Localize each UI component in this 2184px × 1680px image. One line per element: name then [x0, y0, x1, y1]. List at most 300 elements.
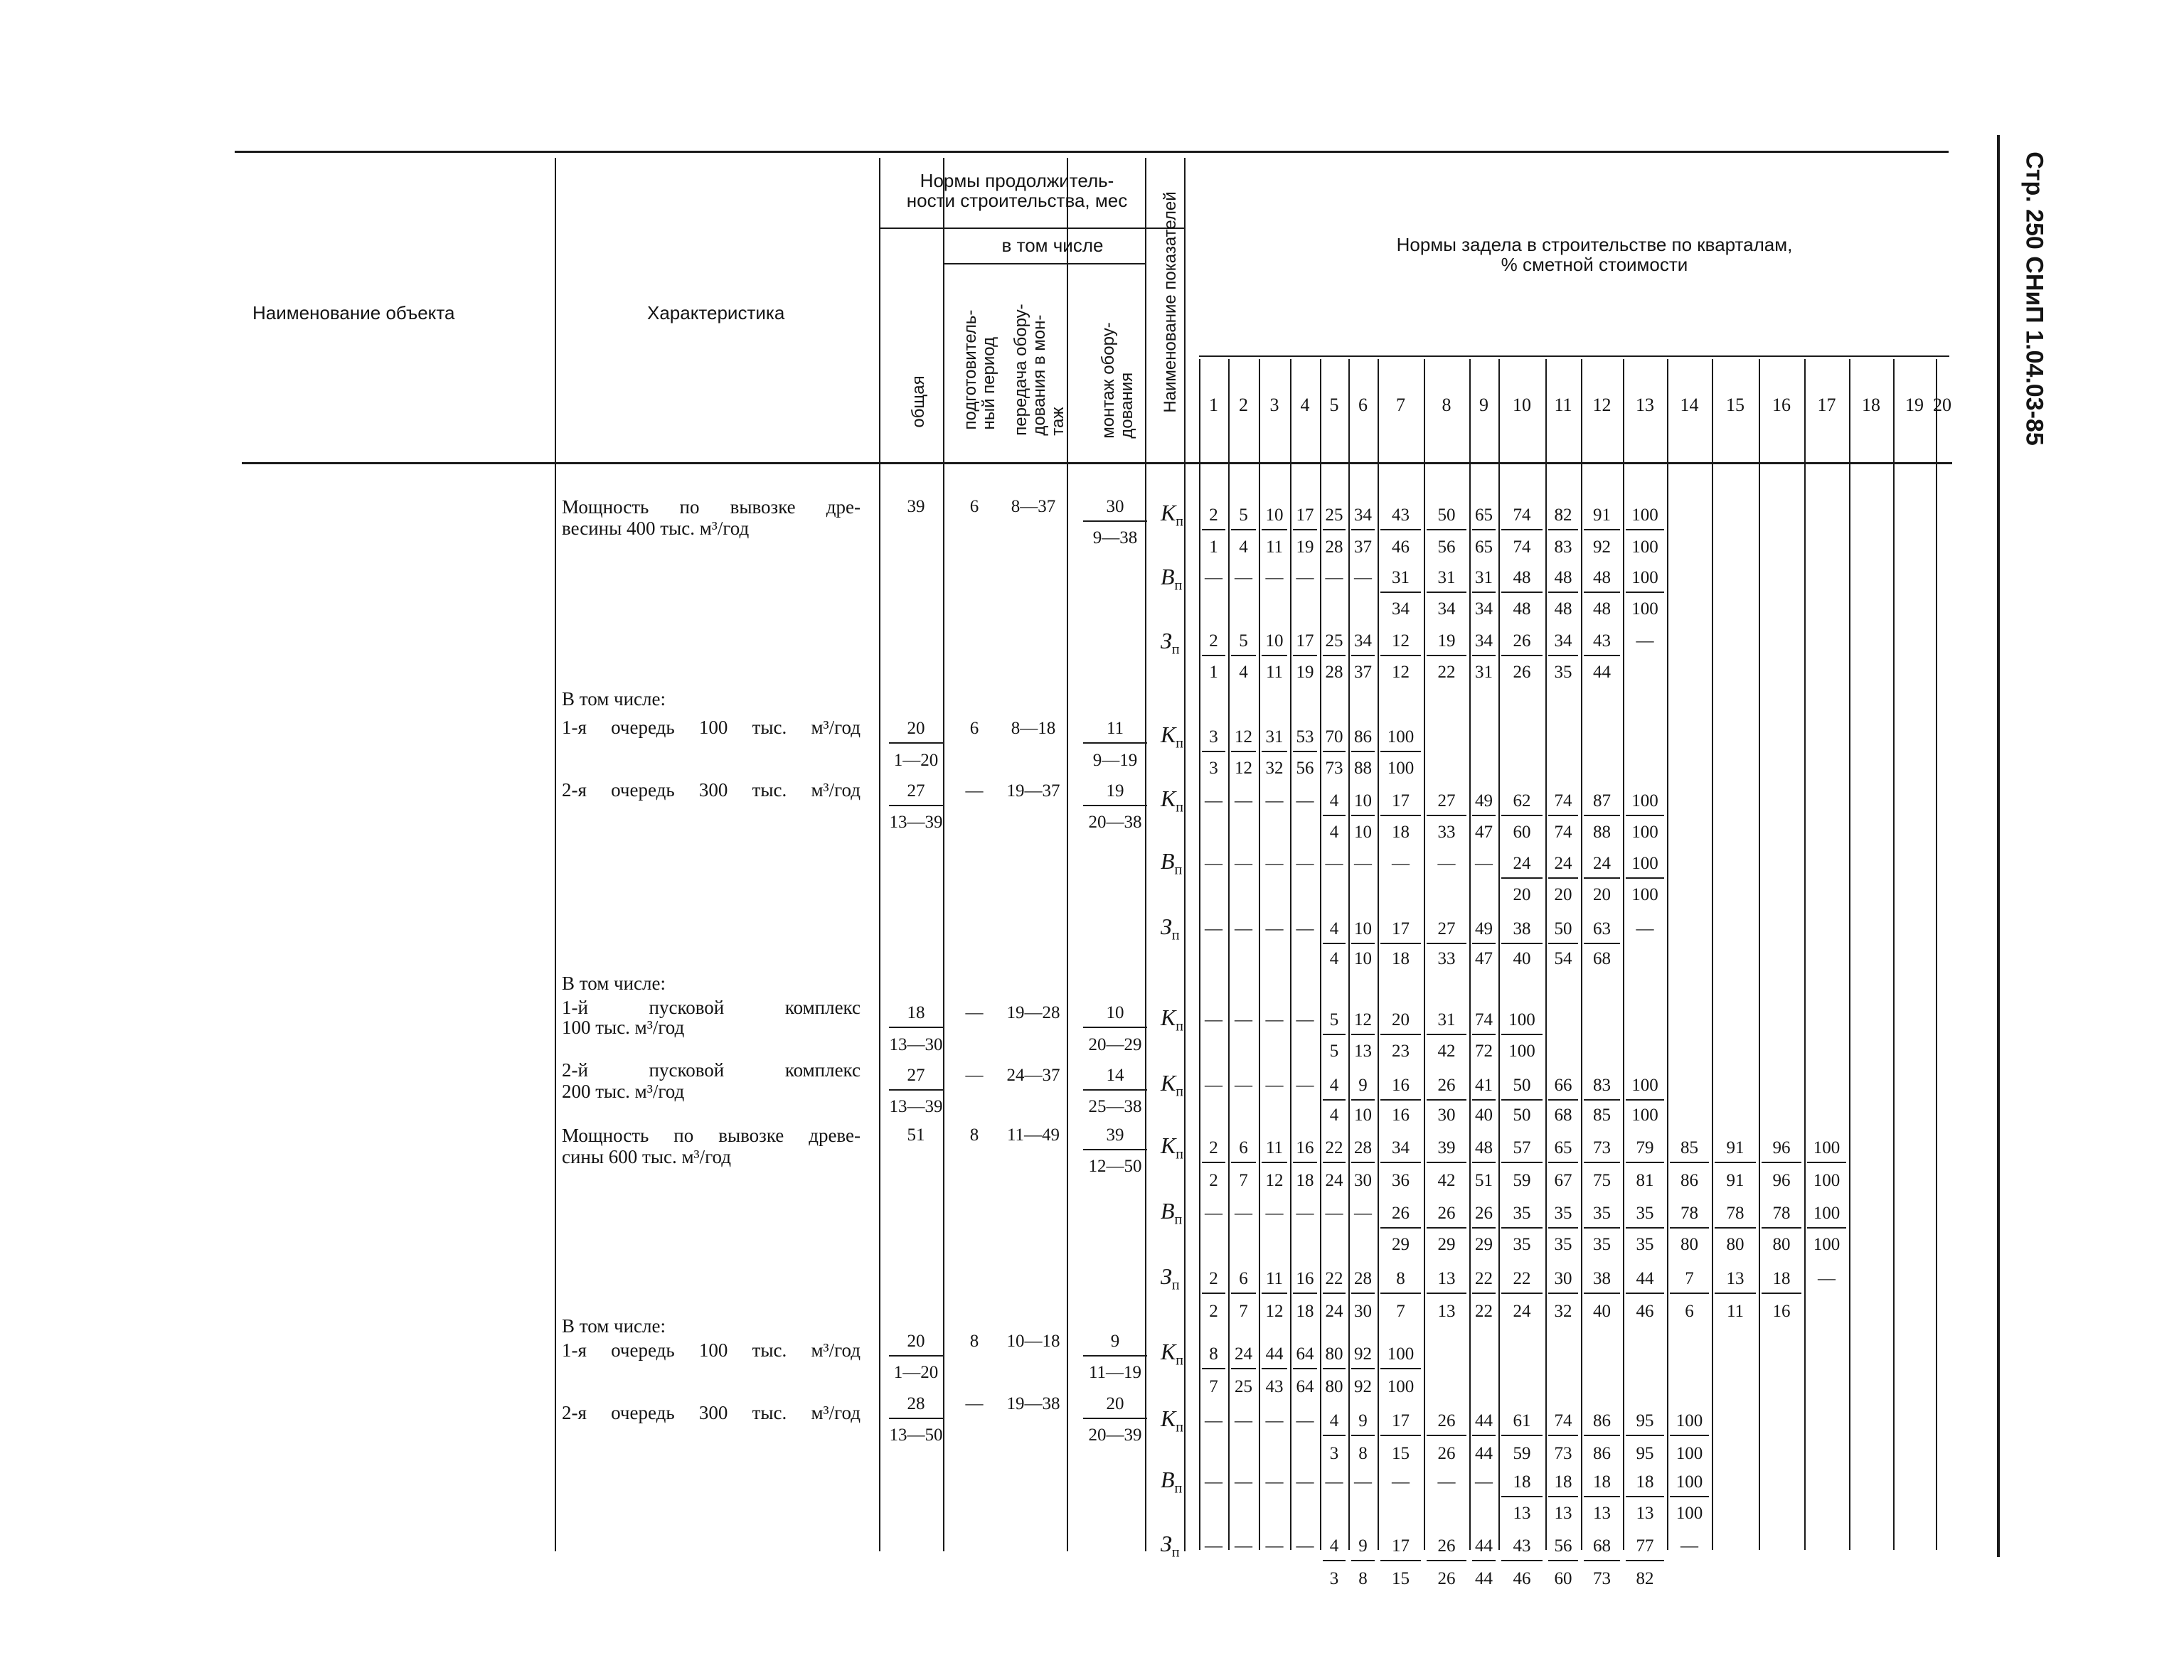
- backlog-cell: 46: [1513, 1569, 1531, 1588]
- backlog-cell: 77: [1636, 1536, 1654, 1556]
- backlog-cell: 19: [1296, 537, 1314, 557]
- grid-line: [1584, 877, 1620, 879]
- backlog-cell: —: [1392, 854, 1410, 873]
- backlog-cell: 32: [1265, 759, 1284, 778]
- backlog-cell: —: [1235, 568, 1252, 587]
- backlog-cell: —: [1235, 1411, 1252, 1430]
- duration-prep: 6: [969, 719, 979, 738]
- duration-install: 20: [1106, 1394, 1124, 1413]
- backlog-cell: 16: [1772, 1302, 1791, 1321]
- backlog-cell: 34: [1475, 631, 1493, 651]
- backlog-cell: 35: [1513, 1204, 1531, 1223]
- indicator-subscript: п: [1176, 1419, 1183, 1435]
- backlog-cell: 3: [1329, 1444, 1339, 1463]
- backlog-cell: 100: [1631, 885, 1658, 904]
- characteristic-text: весины 400 тыс. м³/год: [562, 518, 750, 539]
- backlog-cell: 100: [1508, 1010, 1535, 1029]
- backlog-cell: —: [1265, 1411, 1284, 1430]
- grid-line: [1202, 751, 1225, 752]
- duration-total-range: 13—39: [889, 813, 943, 832]
- grid-line: [1715, 1293, 1756, 1294]
- grid-line: [1323, 1293, 1346, 1294]
- backlog-cell: 80: [1325, 1344, 1343, 1364]
- backlog-cell: 38: [1513, 919, 1531, 938]
- backlog-cell: 31: [1475, 568, 1493, 587]
- backlog-cell: 28: [1325, 537, 1343, 557]
- backlog-cell: 9: [1358, 1411, 1368, 1430]
- backlog-cell: 24: [1235, 1344, 1252, 1364]
- backlog-cell: 43: [1593, 631, 1611, 651]
- backlog-cell: 29: [1475, 1235, 1493, 1254]
- grid-line: [1715, 1227, 1756, 1229]
- grid-line: [1427, 1227, 1466, 1229]
- characteristic-text: В том числе:: [562, 688, 666, 710]
- grid-line: [1380, 1162, 1421, 1163]
- backlog-cell: —: [1636, 631, 1654, 651]
- backlog-cell: 11: [1265, 663, 1284, 682]
- grid-line: [1202, 1293, 1225, 1294]
- quarter-number: 17: [1817, 395, 1836, 415]
- grid-line: [1380, 655, 1421, 656]
- backlog-cell: 11: [1265, 1269, 1284, 1288]
- backlog-cell: —: [1205, 1411, 1222, 1430]
- backlog-cell: 28: [1354, 1138, 1372, 1157]
- grid-line: [1472, 1435, 1496, 1436]
- backlog-cell: 35: [1554, 663, 1572, 682]
- indicator-letter: В: [1161, 1467, 1175, 1492]
- backlog-cell: 5: [1239, 505, 1248, 525]
- grid-line: [1849, 359, 1850, 1550]
- grid-line: [1427, 655, 1466, 656]
- backlog-cell: —: [1265, 1536, 1284, 1556]
- grid-line: [1472, 1227, 1496, 1229]
- grid-line: [1351, 529, 1375, 530]
- backlog-cell: 26: [1437, 1076, 1456, 1095]
- characteristic-text: 2-я очередь 300 тыс. м³/год: [562, 779, 861, 801]
- grid-line: [1626, 1496, 1664, 1497]
- indicator-letter: К: [1161, 786, 1176, 811]
- indicator-label: [1161, 1135, 1183, 1165]
- grid-line: [1626, 592, 1664, 593]
- duration-install: 30: [1106, 497, 1124, 516]
- backlog-cell: 4: [1329, 1411, 1339, 1430]
- backlog-cell: 20: [1593, 885, 1611, 904]
- backlog-cell: 18: [1296, 1171, 1314, 1190]
- indicator-subscript: п: [1176, 513, 1183, 530]
- duration-install-range: 12—50: [1088, 1157, 1142, 1176]
- grid-line: [1083, 1027, 1147, 1028]
- backlog-cell: 33: [1437, 823, 1456, 842]
- quarter-number: 4: [1300, 395, 1310, 415]
- backlog-cell: —: [1354, 568, 1372, 587]
- backlog-cell: 65: [1554, 1138, 1572, 1157]
- backlog-cell: 7: [1685, 1269, 1694, 1288]
- backlog-cell: —: [1354, 1204, 1372, 1223]
- duration-total-range: 1—20: [893, 751, 939, 770]
- backlog-cell: 44: [1265, 1344, 1284, 1364]
- backlog-cell: —: [1265, 791, 1284, 810]
- backlog-cell: 4: [1329, 1536, 1339, 1556]
- grid-line: [1626, 529, 1664, 530]
- header-total: общая: [909, 375, 928, 428]
- indicator-subscript: п: [1176, 1146, 1183, 1162]
- quarter-number: 3: [1269, 395, 1279, 415]
- backlog-cell: 18: [1772, 1269, 1791, 1288]
- backlog-cell: 85: [1593, 1106, 1611, 1125]
- backlog-cell: 65: [1475, 505, 1493, 525]
- header-characteristic: Характеристика: [647, 302, 785, 323]
- backlog-cell: 100: [1631, 537, 1658, 557]
- backlog-cell: —: [1296, 568, 1314, 587]
- backlog-cell: —: [1205, 1472, 1222, 1492]
- backlog-cell: 26: [1513, 631, 1531, 651]
- grid-line: [1548, 1435, 1578, 1436]
- backlog-cell: 48: [1593, 599, 1611, 619]
- backlog-cell: 8: [1209, 1344, 1218, 1364]
- backlog-cell: 56: [1296, 759, 1314, 778]
- grid-line: [1548, 655, 1578, 656]
- backlog-cell: 48: [1554, 599, 1572, 619]
- duration-total: 18: [907, 1003, 925, 1022]
- grid-line: [1501, 943, 1543, 944]
- backlog-cell: 1: [1209, 663, 1218, 682]
- grid-line: [1498, 359, 1500, 1550]
- backlog-cell: 35: [1593, 1235, 1611, 1254]
- indicator-subscript: п: [1174, 577, 1183, 594]
- characteristic-text: 200 тыс. м³/год: [562, 1081, 685, 1102]
- indicator-label: [1161, 724, 1183, 754]
- backlog-cell: 22: [1475, 1302, 1493, 1321]
- backlog-cell: 6: [1239, 1269, 1248, 1288]
- backlog-cell: 87: [1593, 791, 1611, 810]
- backlog-cell: —: [1636, 919, 1654, 938]
- backlog-cell: 22: [1475, 1269, 1493, 1288]
- backlog-cell: 78: [1772, 1204, 1791, 1223]
- grid-line: [1501, 1496, 1543, 1497]
- grid-line: [1231, 751, 1256, 752]
- backlog-cell: 73: [1554, 1444, 1572, 1463]
- grid-line: [1323, 815, 1346, 816]
- indicator-subscript: п: [1176, 1352, 1183, 1369]
- grid-line: [1351, 1293, 1375, 1294]
- backlog-cell: 24: [1554, 854, 1572, 873]
- grid-line: [1380, 1227, 1421, 1229]
- backlog-cell: 60: [1513, 823, 1531, 842]
- backlog-cell: 29: [1437, 1235, 1456, 1254]
- backlog-cell: 18: [1636, 1472, 1654, 1492]
- grid-line: [1670, 1496, 1709, 1497]
- backlog-cell: 100: [1813, 1171, 1841, 1190]
- backlog-cell: —: [1235, 1076, 1252, 1095]
- grid-line: [1427, 1560, 1466, 1561]
- backlog-cell: 8: [1396, 1269, 1405, 1288]
- indicator-subscript: п: [1171, 641, 1180, 658]
- indicator-label: [1161, 1469, 1182, 1499]
- grid-line: [1293, 1293, 1317, 1294]
- indicator-label: [1161, 1200, 1182, 1230]
- indicator-letter: К: [1161, 1005, 1176, 1030]
- grid-line: [1472, 1034, 1496, 1035]
- backlog-cell: 12: [1354, 1010, 1372, 1029]
- backlog-cell: 12: [1235, 727, 1252, 747]
- backlog-cell: 12: [1392, 631, 1410, 651]
- grid-line: [1380, 529, 1421, 530]
- indicator-label: [1161, 850, 1182, 880]
- duration-transfer: 19—28: [1006, 1003, 1060, 1022]
- grid-line: [1626, 1099, 1664, 1101]
- backlog-cell: 73: [1593, 1569, 1611, 1588]
- backlog-cell: 88: [1593, 823, 1611, 842]
- backlog-cell: 28: [1325, 663, 1343, 682]
- duration-total: 20: [907, 1332, 925, 1351]
- backlog-cell: 15: [1392, 1569, 1410, 1588]
- grid-line: [1626, 1227, 1664, 1229]
- backlog-cell: —: [1818, 1269, 1836, 1288]
- grid-line: [1427, 1162, 1466, 1163]
- backlog-cell: 74: [1554, 791, 1572, 810]
- backlog-cell: 64: [1296, 1377, 1314, 1396]
- grid-line: [1472, 592, 1496, 593]
- grid-line: [1548, 1560, 1578, 1561]
- indicator-letter: К: [1161, 1339, 1176, 1364]
- grid-line: [1323, 529, 1346, 530]
- backlog-cell: 2: [1209, 1302, 1218, 1321]
- grid-line: [1231, 1162, 1256, 1163]
- backlog-cell: 59: [1513, 1171, 1531, 1190]
- backlog-cell: 100: [1676, 1444, 1703, 1463]
- quarter-number: 15: [1726, 395, 1744, 415]
- quarter-number: 1: [1209, 395, 1218, 415]
- grid-line: [1231, 1293, 1256, 1294]
- grid-line: [889, 742, 943, 744]
- backlog-cell: 6: [1239, 1138, 1248, 1157]
- backlog-cell: 17: [1296, 631, 1314, 651]
- grid-line: [1670, 1162, 1709, 1163]
- backlog-cell: 48: [1513, 599, 1531, 619]
- duration-transfer: 19—37: [1006, 781, 1060, 801]
- backlog-cell: 75: [1593, 1171, 1611, 1190]
- grid-line: [1184, 158, 1186, 1551]
- duration-install: 39: [1106, 1125, 1124, 1145]
- backlog-cell: —: [1354, 1472, 1372, 1492]
- backlog-cell: 100: [1813, 1204, 1841, 1223]
- backlog-cell: 30: [1554, 1269, 1572, 1288]
- backlog-cell: 70: [1325, 727, 1343, 747]
- grid-line: [1501, 1560, 1543, 1561]
- backlog-cell: 10: [1354, 1106, 1372, 1125]
- characteristic-text: Мощность по вывозке древе-: [562, 1125, 861, 1146]
- backlog-cell: 34: [1437, 599, 1456, 619]
- backlog-cell: —: [1296, 1411, 1314, 1430]
- grid-line: [1427, 815, 1466, 816]
- indicator-label: [1161, 1533, 1180, 1563]
- backlog-cell: 100: [1387, 1377, 1415, 1396]
- backlog-cell: —: [1680, 1536, 1698, 1556]
- backlog-cell: 26: [1437, 1569, 1456, 1588]
- backlog-cell: 9: [1358, 1536, 1368, 1556]
- grid-line: [1351, 655, 1375, 656]
- grid-line: [1501, 1293, 1543, 1294]
- backlog-cell: 10: [1265, 505, 1284, 525]
- grid-line: [1762, 1293, 1801, 1294]
- backlog-cell: 24: [1325, 1171, 1343, 1190]
- backlog-cell: 41: [1475, 1076, 1493, 1095]
- backlog-cell: 34: [1354, 631, 1372, 651]
- backlog-cell: 34: [1554, 631, 1572, 651]
- backlog-cell: 49: [1475, 791, 1493, 810]
- duration-install-range: 20—38: [1088, 813, 1142, 832]
- indicator-letter: З: [1161, 628, 1172, 653]
- backlog-cell: 4: [1329, 1076, 1339, 1095]
- grid-line: [1667, 359, 1668, 1550]
- backlog-cell: 11: [1726, 1302, 1744, 1321]
- grid-line: [1083, 805, 1147, 806]
- duration-install-range: 20—39: [1088, 1425, 1142, 1445]
- grid-line: [1501, 529, 1543, 530]
- grid-line: [1231, 655, 1256, 656]
- grid-line: [1548, 1227, 1578, 1229]
- grid-line: [1259, 359, 1260, 1550]
- backlog-cell: 85: [1680, 1138, 1698, 1157]
- grid-line: [1262, 529, 1287, 530]
- grid-line: [1202, 1162, 1225, 1163]
- backlog-cell: 15: [1392, 1444, 1410, 1463]
- backlog-cell: 17: [1392, 791, 1410, 810]
- quarter-number: 12: [1592, 395, 1612, 415]
- backlog-cell: 3: [1209, 727, 1218, 747]
- grid-line: [1290, 359, 1291, 1550]
- grid-line: [1380, 1099, 1421, 1101]
- backlog-cell: 26: [1437, 1444, 1456, 1463]
- backlog-cell: 30: [1437, 1106, 1456, 1125]
- grid-line: [889, 1418, 943, 1419]
- backlog-cell: 37: [1354, 537, 1372, 557]
- indicator-letter: В: [1161, 1198, 1175, 1224]
- backlog-cell: 73: [1593, 1138, 1611, 1157]
- backlog-cell: —: [1475, 854, 1493, 873]
- backlog-cell: 25: [1325, 505, 1343, 525]
- grid-line: [1584, 592, 1620, 593]
- backlog-cell: 11: [1265, 1138, 1284, 1157]
- backlog-cell: 48: [1475, 1138, 1493, 1157]
- backlog-cell: 2: [1209, 1171, 1218, 1190]
- duration-install: 11: [1106, 719, 1124, 738]
- header-backlog-norms: Нормы задела в строительстве по кварталам, % сметной стоимости: [1396, 234, 1793, 275]
- backlog-cell: —: [1265, 854, 1284, 873]
- grid-line: [1715, 1162, 1756, 1163]
- grid-line: [1323, 1560, 1346, 1561]
- backlog-cell: 25: [1235, 1377, 1252, 1396]
- indicator-letter: К: [1161, 1133, 1176, 1158]
- grid-line: [1378, 359, 1379, 1550]
- backlog-cell: 100: [1676, 1411, 1703, 1430]
- backlog-cell: 95: [1636, 1411, 1654, 1430]
- backlog-cell: 24: [1325, 1302, 1343, 1321]
- backlog-cell: 88: [1354, 759, 1372, 778]
- indicator-subscript: п: [1176, 735, 1183, 751]
- backlog-cell: 18: [1392, 823, 1410, 842]
- indicator-label: [1161, 502, 1183, 532]
- characteristic-text: 1-й пусковой комплекс: [562, 997, 861, 1018]
- duration-install: 14: [1106, 1066, 1124, 1085]
- grid-line: [879, 158, 880, 1551]
- duration-total: 28: [907, 1394, 925, 1413]
- backlog-cell: 46: [1636, 1302, 1654, 1321]
- backlog-cell: 95: [1636, 1444, 1654, 1463]
- indicator-letter: К: [1161, 1406, 1176, 1431]
- backlog-cell: 6: [1685, 1302, 1694, 1321]
- backlog-cell: 72: [1475, 1042, 1493, 1061]
- grid-line: [1584, 655, 1620, 656]
- indicator-letter: К: [1161, 722, 1176, 747]
- duration-transfer: 11—49: [1006, 1125, 1060, 1145]
- backlog-cell: 44: [1475, 1411, 1493, 1430]
- grid-line: [1231, 529, 1256, 530]
- grid-line: [1202, 655, 1225, 656]
- backlog-cell: —: [1205, 854, 1222, 873]
- backlog-cell: 100: [1631, 599, 1658, 619]
- grid-line: [879, 228, 1185, 229]
- grid-line: [1626, 1435, 1664, 1436]
- indicator-subscript: п: [1174, 1211, 1183, 1228]
- backlog-cell: 40: [1475, 1106, 1493, 1125]
- backlog-cell: 22: [1325, 1138, 1343, 1157]
- backlog-cell: 31: [1475, 663, 1493, 682]
- indicator-label: [1161, 1072, 1183, 1102]
- grid-line: [1323, 1435, 1346, 1436]
- grid-line: [1762, 1162, 1801, 1163]
- grid-line: [1472, 1560, 1496, 1561]
- backlog-cell: 44: [1475, 1444, 1493, 1463]
- indicator-label: [1161, 1263, 1180, 1295]
- backlog-cell: —: [1205, 919, 1222, 938]
- backlog-cell: 13: [1437, 1269, 1456, 1288]
- backlog-cell: 28: [1354, 1269, 1372, 1288]
- characteristic-text: 1-я очередь 100 тыс. м³/год: [562, 1339, 861, 1361]
- duration-prep: 8: [969, 1332, 979, 1351]
- backlog-cell: 73: [1325, 759, 1343, 778]
- grid-line: [1380, 815, 1421, 816]
- backlog-cell: 92: [1354, 1344, 1372, 1364]
- backlog-cell: 17: [1392, 1536, 1410, 1556]
- grid-line: [889, 1027, 943, 1028]
- backlog-cell: 18: [1554, 1472, 1572, 1492]
- duration-total: 27: [907, 781, 925, 801]
- grid-line: [1472, 1099, 1496, 1101]
- grid-line: [1323, 943, 1346, 944]
- backlog-cell: —: [1265, 1204, 1284, 1223]
- backlog-cell: 100: [1508, 1042, 1535, 1061]
- backlog-cell: 50: [1513, 1106, 1531, 1125]
- duration-install-range: 9—38: [1092, 528, 1138, 547]
- grid-line: [242, 462, 1952, 464]
- backlog-cell: 86: [1354, 727, 1372, 747]
- grid-line: [1472, 1162, 1496, 1163]
- backlog-cell: 65: [1475, 537, 1493, 557]
- grid-line: [1501, 1227, 1543, 1229]
- indicator-subscript: п: [1171, 1277, 1180, 1293]
- backlog-cell: 66: [1554, 1076, 1572, 1095]
- characteristic-text: 100 тыс. м³/год: [562, 1017, 685, 1038]
- backlog-cell: 31: [1392, 568, 1410, 587]
- quarter-number: 11: [1554, 395, 1572, 415]
- duration-transfer: 24—37: [1006, 1066, 1060, 1085]
- grid-line: [1323, 1034, 1346, 1035]
- backlog-cell: —: [1296, 791, 1314, 810]
- grid-line: [943, 158, 944, 1551]
- backlog-cell: —: [1265, 568, 1284, 587]
- backlog-cell: 35: [1636, 1235, 1654, 1254]
